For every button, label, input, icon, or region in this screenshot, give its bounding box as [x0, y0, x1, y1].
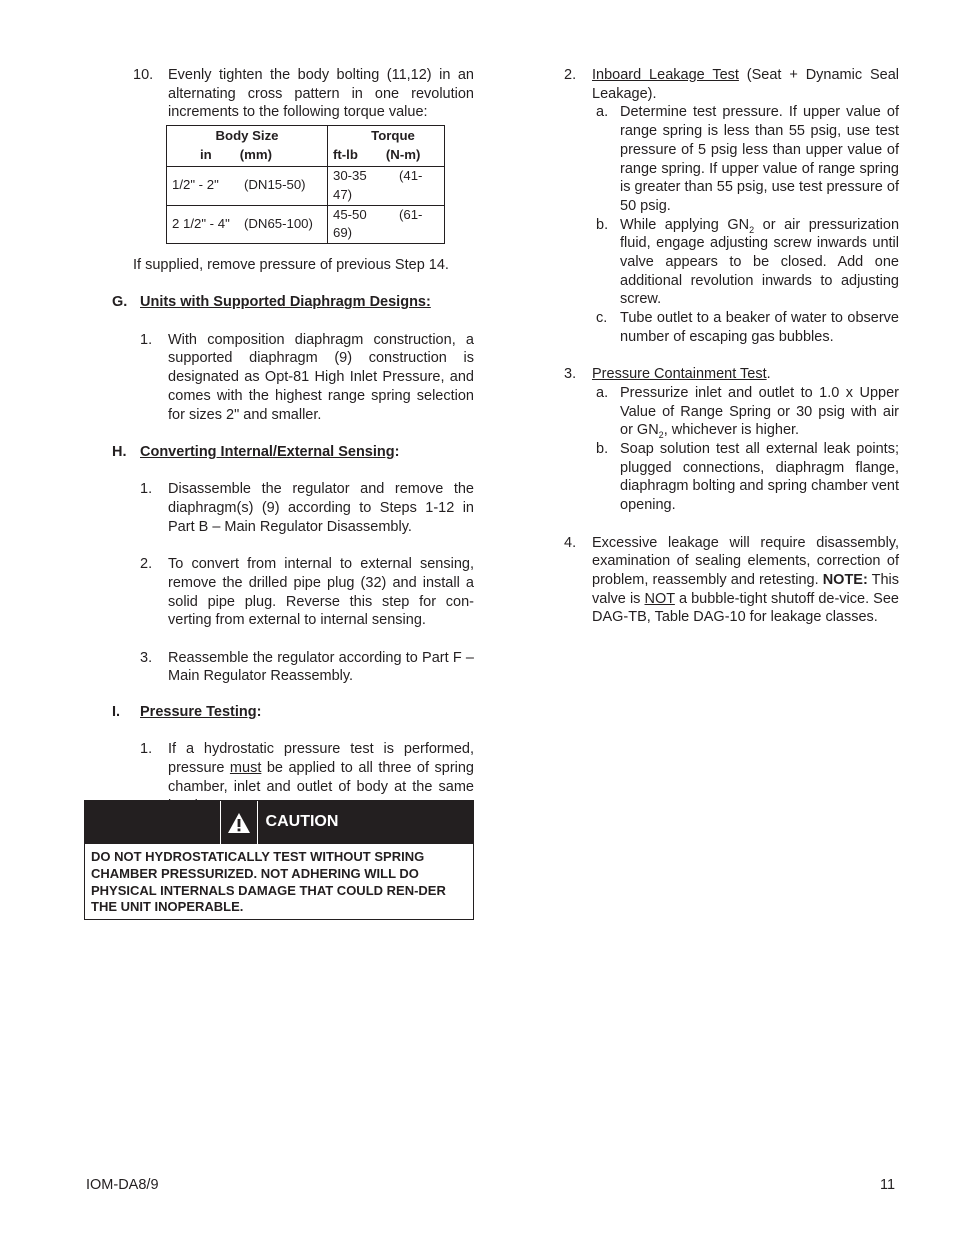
section-h-item-2 — [108, 555, 474, 630]
section-letter: G. — [112, 294, 128, 311]
sub-letter: a. — [596, 104, 609, 121]
caution-text: DO NOT HYDROSTATICALLY TEST WITHOUT SPRING CHAMBER PRESSURIZED. NOT ADHERING WILL DO PHYSICAL INTERNALS DAMAGE THAT COULD REN-DER THE UNIT INOPERABLE. — [91, 849, 446, 915]
right-item-2 — [560, 66, 899, 103]
item-text-a: If a hydrostatic pressure test is performed, pressure — [168, 741, 474, 777]
item-text-1: Excessive leakage will require disassembly, examination of sealing elements, correction of problem, reassembly and retesting. — [592, 534, 899, 588]
sub-text: Soap solution test all external leak points; plugged connections, diaphragm flange, diaphragm bolting and spring chamber vent opening. — [620, 441, 899, 514]
sub-text-2: or air pressurization fluid, engage adjusting screw inwards until valve appears to be closed. Add one additional revolution inwards to adjusting screw. — [620, 216, 900, 308]
header-in: in — [200, 147, 212, 163]
header-body-size — [167, 126, 328, 167]
item-text: Reassemble the regulator according to Part F – Main Regulator Reassembly. — [168, 649, 474, 685]
table-row — [167, 167, 445, 205]
caution-header — [85, 801, 473, 844]
item-text-2: This valve is — [592, 571, 900, 607]
header-torque-label: Torque — [371, 128, 415, 144]
right-item-2-sub-a — [560, 103, 899, 215]
item-title-rest: . — [766, 366, 771, 383]
item-number: 1. — [140, 741, 153, 758]
torque-table — [166, 125, 445, 244]
right-item-2-sub-b — [560, 216, 899, 310]
cell-size — [167, 205, 328, 243]
item-number: 4. — [564, 534, 577, 551]
header-torque — [328, 126, 445, 167]
cell-in: 2 1/2" - 4" — [172, 215, 230, 231]
item-number: 3. — [564, 366, 577, 383]
section-colon: : — [394, 443, 400, 460]
subscript: 2 — [658, 430, 664, 441]
section-i-heading — [108, 703, 474, 722]
item-number: 2. — [564, 67, 577, 83]
left-column — [108, 66, 474, 815]
item-text: With composition diaphragm construction, a supported diaphragm (9) construction is designated as Opt-81 High Inlet Pressure, and comes with the highest range spring selection for sizes 2" and smaller. — [168, 331, 474, 423]
page-number: 11 — [880, 1177, 896, 1193]
section-colon: : — [256, 704, 262, 720]
if-supplied-note: If supplied, remove pressure of previous Step 14. — [133, 256, 449, 273]
section-title: Pressure Testing — [140, 704, 257, 720]
cell-size — [167, 167, 328, 205]
cell-nm: (61-69) — [333, 206, 423, 241]
section-g-item-1 — [108, 331, 474, 425]
cell-ftlb: 30-35 — [333, 168, 367, 184]
step-10 — [108, 66, 474, 122]
warning-triangle-icon — [220, 801, 258, 844]
subscript: 2 — [749, 224, 755, 235]
sub-letter: a. — [596, 384, 609, 401]
header-nm: (N-m) — [385, 147, 421, 163]
sub-text: Tube outlet to a beaker of water to observe number of escaping gas bubbles. — [620, 310, 899, 345]
section-h-item-3 — [108, 649, 474, 686]
sub-text: Determine test pressure. If upper value of range spring is less than 55 psig, use test pressure of 5 psig less than upper value of range spring. If upper value of range spring is greater than 55 psig, use test pressure of 50 psig. — [620, 104, 899, 214]
section-title: Converting Internal/External Sensing — [140, 443, 395, 460]
item-emphasis-must: must — [229, 760, 262, 777]
section-h-heading — [108, 443, 474, 462]
header-ftlb: ft-lb — [333, 147, 358, 163]
sub-letter: b. — [596, 216, 609, 233]
sub-letter: c. — [596, 310, 608, 327]
sub-text-1: While applying GN — [620, 216, 750, 233]
caution-box — [84, 800, 474, 920]
item-text: To convert from internal to external sensing, remove the drilled pipe plug (32) and install a solid pipe plug. Reverse this step for con-verting from external to internal sensing. — [168, 556, 474, 629]
item-text-b: be applied to all three of spring chamber, inlet and outlet of body at the same — [168, 760, 474, 795]
right-item-4 — [560, 534, 899, 628]
section-letter: H. — [112, 443, 127, 460]
cell-torque — [328, 167, 445, 205]
item-number: 3. — [140, 649, 153, 666]
right-item-3 — [560, 365, 899, 384]
cell-torque — [328, 205, 445, 243]
cell-mm: (DN15-50) — [244, 177, 306, 193]
item-number: 2. — [140, 556, 153, 573]
header-mm: (mm) — [239, 147, 272, 163]
section-letter: I. — [112, 704, 121, 720]
item-title-rest: (Seat + Dynamic Seal Leakage). — [592, 67, 899, 102]
caution-title: CAUTION — [265, 813, 339, 831]
emphasis-not: NOT — [644, 590, 675, 607]
step-text: Evenly tighten the body bolting (11,12) in an alternating cross pattern in one revolution increments to the following torque value: — [168, 67, 474, 121]
sub-text-1: Pressurize inlet and outlet to 1.0 x Upper Value of Range Spring or 30 psig with air or GN — [620, 384, 899, 439]
table-row — [167, 205, 445, 243]
item-number: 1. — [140, 481, 153, 498]
sub-letter: b. — [596, 441, 609, 458]
cell-mm: (DN65-100) — [244, 215, 313, 231]
cell-in: 1/2" - 2" — [172, 177, 219, 193]
section-g-heading — [108, 293, 474, 312]
sub-text-2: , whichever is higher. — [663, 422, 800, 439]
right-item-2-sub-c — [560, 309, 899, 346]
step-number: 10. — [133, 67, 154, 83]
item-title: Pressure Containment Test — [592, 366, 767, 383]
section-title: Units with Supported Diaphragm Designs: — [140, 294, 431, 311]
right-item-3-sub-b — [560, 440, 899, 515]
footer-doc-id: IOM-DA8/9 — [86, 1177, 159, 1193]
right-item-3-sub-a — [560, 384, 899, 440]
cell-ftlb: 45-50 — [333, 206, 367, 222]
table-header-row — [167, 126, 445, 167]
item-title: Inboard Leakage Test — [592, 67, 739, 83]
note-label: NOTE: — [822, 571, 868, 588]
section-h-item-1 — [108, 480, 474, 536]
cell-nm: (41-47) — [333, 168, 423, 202]
header-body-size-label: Body Size — [215, 128, 279, 144]
item-text: Disassemble the regulator and remove the diaphragm(s) (9) according to Steps 1-12 in Part B – Main Regulator Disassembly. — [168, 481, 474, 535]
item-number: 1. — [140, 331, 153, 348]
item-text-3: a bubble-tight shutoff de-vice. See DAG-TB, Table DAG-10 for leakage classes. — [592, 590, 899, 626]
right-column — [560, 66, 899, 627]
